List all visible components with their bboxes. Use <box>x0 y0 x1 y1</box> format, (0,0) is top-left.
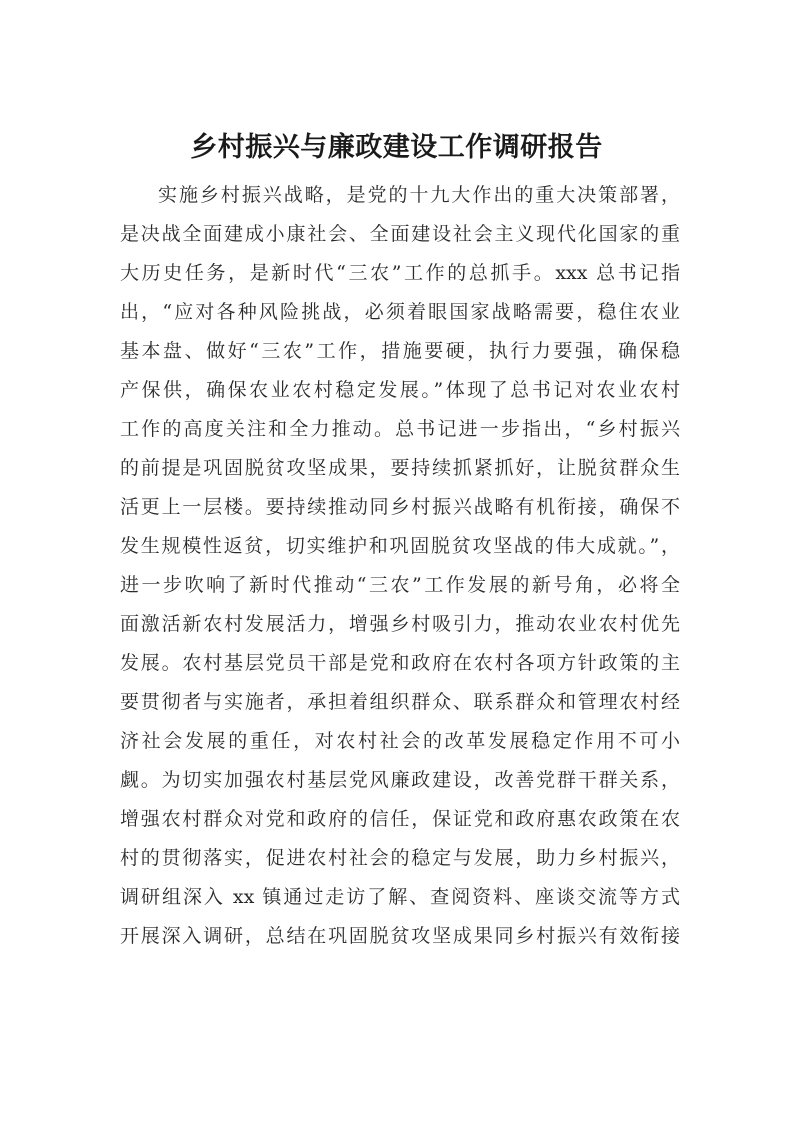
body-line: 产保供，确保农业农村稳定发展。”体现了总书记对农业农村 <box>120 379 680 401</box>
body-line: 进一步吹响了新时代推动“三农”工作发展的新号角，必将全 <box>120 574 680 596</box>
body-line: 出，“应对各种风险挑战，必须着眼国家战略需要，稳住农业 <box>120 301 680 323</box>
body-line: 面激活新农村发展活力，增强乡村吸引力，推动农业农村优先 <box>120 613 680 635</box>
body-line: 发展。农村基层党员干部是党和政府在农村各项方针政策的主 <box>120 652 680 674</box>
body-line: 的前提是巩固脱贫攻坚成果，要持续抓紧抓好，让脱贫群众生 <box>120 457 680 479</box>
body-line: 济社会发展的重任，对农村社会的改革发展稳定作用不可小 <box>120 730 680 752</box>
body-line: 活更上一层楼。要持续推动同乡村振兴战略有机衔接，确保不 <box>120 496 680 518</box>
body-line: 实施乡村振兴战略，是党的十九大作出的重大决策部署， <box>158 184 680 206</box>
body-line: 调研组深入 xx 镇通过走访了解、查阅资料、座谈交流等方式 <box>120 886 680 908</box>
body-line: 村的贯彻落实，促进农村社会的稳定与发展，助力乡村振兴， <box>120 847 680 869</box>
body-line: 大历史任务，是新时代“三农”工作的总抓手。xxx 总书记指 <box>120 262 680 284</box>
body-line: 要贯彻者与实施者，承担着组织群众、联系群众和管理农村经 <box>120 691 680 713</box>
body-line: 工作的高度关注和全力推动。总书记进一步指出，“乡村振兴 <box>120 418 680 440</box>
document-title: 乡村振兴与廉政建设工作调研报告 <box>190 132 603 163</box>
body-line: 发生规模性返贫，切实维护和巩固脱贫攻坚战的伟大成就。”， <box>120 535 680 557</box>
body-line: 开展深入调研，总结在巩固脱贫攻坚成果同乡村振兴有效衔接 <box>120 925 680 947</box>
body-line: 增强农村群众对党和政府的信任，保证党和政府惠农政策在农 <box>120 808 680 830</box>
body-line: 基本盘、做好“三农”工作，措施要硬，执行力要强，确保稳 <box>120 340 680 362</box>
body-line: 是决战全面建成小康社会、全面建设社会主义现代化国家的重 <box>120 223 680 245</box>
document-body <box>120 176 680 956</box>
body-line: 觑。为切实加强农村基层党风廉政建设，改善党群干群关系， <box>120 769 680 791</box>
